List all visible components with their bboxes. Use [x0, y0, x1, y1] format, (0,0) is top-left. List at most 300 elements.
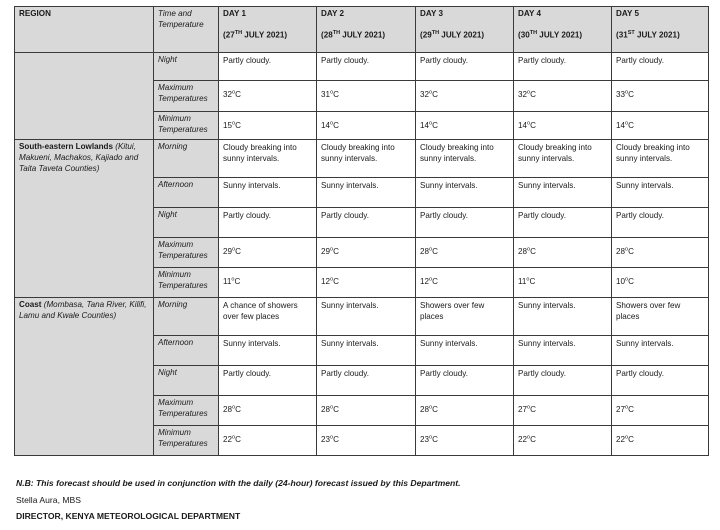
cell-text — [223, 180, 312, 192]
cell-text — [420, 398, 509, 416]
cell-text — [223, 55, 312, 67]
celsius-unit: C — [432, 90, 438, 99]
period-label: Morning — [154, 298, 219, 336]
temperature-cell — [317, 81, 416, 112]
degree-mark: o — [330, 246, 334, 253]
forecast-text: Partly cloudy. — [321, 56, 369, 65]
date-day-number: 29 — [422, 30, 432, 40]
date-month-year: JULY 2021 — [242, 30, 285, 40]
forecast-cell — [317, 140, 416, 178]
day-label: DAY 4 — [518, 9, 541, 18]
temperature-cell — [514, 112, 612, 140]
forecast-text: Sunny intervals. — [518, 301, 576, 310]
cell-text — [420, 55, 509, 67]
forecast-cell — [416, 53, 514, 81]
degree-mark: o — [232, 120, 236, 127]
cell-text — [616, 114, 704, 132]
degree-mark: o — [527, 89, 531, 96]
date-day-number: 31 — [618, 30, 628, 40]
cell-text — [616, 270, 704, 288]
forecast-cell — [612, 336, 709, 366]
temperature-value: 33 — [616, 90, 626, 99]
degree-mark: o — [429, 120, 433, 127]
degree-mark: o — [625, 276, 629, 283]
degree-mark: o — [527, 404, 531, 411]
cell-text — [223, 398, 312, 416]
cell-text — [223, 368, 312, 380]
celsius-unit: C — [530, 121, 536, 130]
forecast-text: Cloudy breaking into sunny intervals. — [321, 143, 395, 163]
temperature-cell — [219, 268, 317, 298]
degree-mark: o — [232, 434, 236, 441]
date-open-paren: ( — [518, 30, 521, 40]
cell-text — [420, 338, 509, 350]
temperature-cell — [612, 426, 709, 456]
forecast-text: Partly cloudy. — [420, 369, 468, 378]
cell-text — [616, 428, 704, 446]
cell-text — [518, 83, 607, 101]
temperature-cell — [317, 238, 416, 268]
cell-text — [518, 240, 607, 258]
celsius-unit: C — [530, 435, 536, 444]
forecast-text: Partly cloudy. — [616, 211, 664, 220]
cell-text — [223, 83, 312, 101]
date-month-year: JULY 2021 — [537, 30, 580, 40]
temperature-value: 32 — [223, 90, 233, 99]
cell-text — [420, 270, 509, 288]
period-label: Minimum Temperatures — [154, 426, 219, 456]
forecast-cell — [612, 53, 709, 81]
forecast-text: Sunny intervals. — [518, 181, 576, 190]
celsius-unit: C — [333, 121, 339, 130]
degree-mark: o — [429, 246, 433, 253]
temperature-cell — [219, 396, 317, 426]
forecast-cell — [416, 140, 514, 178]
temperature-value: 22 — [616, 435, 626, 444]
forecast-text: Sunny intervals. — [223, 339, 281, 348]
date-close-paren: ) — [382, 30, 386, 40]
temperature-value: 12 — [321, 277, 331, 286]
forecast-cell — [514, 336, 612, 366]
degree-mark: o — [330, 89, 334, 96]
degree-mark: o — [429, 276, 433, 283]
temperature-value: 14 — [420, 121, 430, 130]
celsius-unit: C — [333, 405, 339, 414]
temperature-value: 12 — [420, 277, 430, 286]
day-label: DAY 1 — [223, 9, 246, 18]
temperature-cell — [416, 268, 514, 298]
celsius-unit: C — [628, 247, 634, 256]
period-label: Night — [154, 53, 219, 81]
forecast-cell — [317, 178, 416, 208]
region-name: South-eastern Lowlands — [19, 142, 113, 151]
date-close-paren: ) — [481, 30, 485, 40]
temperature-cell — [416, 112, 514, 140]
day-header — [219, 7, 317, 53]
forecast-text: Sunny intervals. — [223, 181, 281, 190]
temperature-value: 28 — [518, 247, 528, 256]
celsius-unit: C — [432, 277, 438, 286]
celsius-unit: C — [235, 90, 241, 99]
degree-mark: o — [429, 434, 433, 441]
forecast-cell — [514, 53, 612, 81]
celsius-unit: C — [529, 277, 536, 286]
cell-text — [420, 300, 509, 323]
temperature-value: 29 — [223, 247, 233, 256]
day-label: DAY 3 — [420, 9, 443, 18]
celsius-unit: C — [432, 247, 438, 256]
cell-text — [420, 428, 509, 446]
day-header — [612, 7, 709, 53]
header-row — [15, 7, 709, 53]
cell-text — [420, 114, 509, 132]
period-label: Afternoon — [154, 336, 219, 366]
forecast-text: Sunny intervals. — [518, 339, 576, 348]
forecast-cell — [612, 366, 709, 396]
region-cell — [15, 140, 154, 298]
temperature-cell — [219, 112, 317, 140]
cell-text — [321, 142, 411, 165]
date-open-paren: ( — [223, 30, 226, 40]
period-label: Night — [154, 366, 219, 396]
celsius-unit: C — [432, 405, 438, 414]
cell-text — [616, 55, 704, 67]
temperature-value: 14 — [616, 121, 626, 130]
temperature-cell — [416, 238, 514, 268]
celsius-unit: C — [333, 277, 339, 286]
cell-text — [321, 300, 411, 312]
temperature-cell — [317, 396, 416, 426]
period-label: Minimum Temperatures — [154, 268, 219, 298]
forecast-cell — [219, 366, 317, 396]
degree-mark: o — [231, 276, 235, 283]
forecast-text: Partly cloudy. — [616, 56, 664, 65]
forecast-cell — [514, 178, 612, 208]
temperature-value: 31 — [321, 90, 331, 99]
degree-mark: o — [232, 404, 236, 411]
day-header — [317, 7, 416, 53]
cell-text — [321, 180, 411, 192]
period-label: Maximum Temperatures — [154, 238, 219, 268]
temperature-cell — [416, 426, 514, 456]
date-ordinal-suffix: TH — [529, 29, 538, 36]
cell-text — [420, 83, 509, 101]
temperature-value: 28 — [223, 405, 233, 414]
forecast-text: Sunny intervals. — [321, 339, 379, 348]
date-month-year: JULY 2021 — [340, 30, 383, 40]
temperature-cell — [514, 268, 612, 298]
celsius-unit: C — [628, 435, 634, 444]
forecast-text: Partly cloudy. — [518, 369, 566, 378]
forecast-text: Sunny intervals. — [420, 181, 478, 190]
cell-text — [518, 368, 607, 380]
degree-mark: o — [330, 404, 334, 411]
forecast-text: Cloudy breaking into sunny intervals. — [420, 143, 494, 163]
date-close-paren: ) — [677, 30, 680, 40]
forecast-cell — [219, 336, 317, 366]
cell-text — [223, 142, 312, 165]
celsius-unit: C — [628, 277, 634, 286]
cell-text — [420, 240, 509, 258]
temperature-value: 27 — [616, 405, 626, 414]
temperature-cell — [317, 426, 416, 456]
cell-text — [518, 142, 607, 165]
temperature-cell — [219, 238, 317, 268]
temperature-cell — [612, 396, 709, 426]
forecast-text: Sunny intervals. — [321, 181, 379, 190]
temperature-value: 28 — [616, 247, 626, 256]
temperature-cell — [612, 238, 709, 268]
temperature-cell — [612, 268, 709, 298]
forecast-cell — [514, 208, 612, 238]
date-close-paren: ) — [579, 30, 583, 40]
degree-mark: o — [625, 89, 629, 96]
date-day-number: 28 — [323, 30, 333, 40]
celsius-unit: C — [628, 90, 634, 99]
temperature-cell — [219, 81, 317, 112]
cell-text — [321, 83, 411, 101]
cell-text — [616, 83, 704, 101]
degree-mark: o — [625, 120, 629, 127]
degree-mark: o — [330, 434, 334, 441]
cell-text — [420, 180, 509, 192]
day-date — [616, 30, 704, 42]
cell-text — [518, 180, 607, 192]
temperature-value: 27 — [518, 405, 528, 414]
forecast-cell — [416, 208, 514, 238]
cell-text — [518, 210, 607, 222]
cell-text — [518, 338, 607, 350]
period-label: Afternoon — [154, 178, 219, 208]
region-header: REGION — [15, 7, 154, 53]
cell-text — [223, 114, 312, 132]
temperature-value: 11 — [223, 277, 232, 286]
celsius-unit: C — [628, 121, 634, 130]
forecast-text: Partly cloudy. — [321, 211, 369, 220]
forecast-cell — [317, 298, 416, 336]
temperature-value: 22 — [518, 435, 528, 444]
region-counties: (Mombasa, Tana River, Kilifi, Lamu and Kwale Counties) — [19, 300, 147, 320]
time-temp-header: Time and Temperature — [154, 7, 219, 53]
celsius-unit: C — [235, 405, 241, 414]
date-month-year: JULY 2021 — [439, 30, 482, 40]
cell-text — [223, 338, 312, 350]
forecast-text: Partly cloudy. — [518, 211, 566, 220]
temperature-value: 10 — [616, 277, 626, 286]
degree-mark: o — [527, 120, 531, 127]
forecast-cell — [514, 298, 612, 336]
forecast-text: Showers over few places — [420, 301, 485, 321]
cell-text — [616, 210, 704, 222]
forecast-cell — [219, 178, 317, 208]
temperature-cell — [514, 238, 612, 268]
temperature-cell — [219, 426, 317, 456]
period-label: Maximum Temperatures — [154, 81, 219, 112]
date-day-number: 27 — [225, 30, 235, 40]
date-open-paren: ( — [616, 30, 619, 40]
celsius-unit: C — [333, 90, 339, 99]
degree-mark: o — [625, 246, 629, 253]
cell-text — [420, 142, 509, 165]
cell-text — [616, 398, 704, 416]
forecast-cell — [317, 336, 416, 366]
cell-text — [518, 270, 607, 288]
cell-text — [518, 55, 607, 67]
forecast-cell — [219, 208, 317, 238]
table-row — [15, 298, 709, 336]
table-row — [15, 53, 709, 81]
cell-text — [321, 270, 411, 288]
forecast-text: Partly cloudy. — [223, 369, 271, 378]
date-close-paren: ) — [284, 30, 288, 40]
region-name: Coast — [19, 300, 42, 309]
temperature-value: 15 — [223, 121, 233, 130]
forecast-text: Sunny intervals. — [420, 339, 478, 348]
cell-text — [223, 210, 312, 222]
forecast-cell — [317, 366, 416, 396]
degree-mark: o — [526, 276, 530, 283]
temperature-cell — [317, 268, 416, 298]
cell-text — [518, 114, 607, 132]
period-label: Night — [154, 208, 219, 238]
celsius-unit: C — [235, 435, 241, 444]
forecast-cell — [219, 53, 317, 81]
celsius-unit: C — [235, 121, 241, 130]
cell-text — [616, 338, 704, 350]
temperature-value: 11 — [518, 277, 527, 286]
degree-mark: o — [429, 89, 433, 96]
forecast-text: Partly cloudy. — [420, 211, 468, 220]
cell-text — [616, 142, 704, 165]
celsius-unit: C — [234, 277, 241, 286]
signatory-title: DIRECTOR, KENYA METEOROLOGICAL DEPARTMENT — [16, 511, 241, 521]
degree-mark: o — [330, 120, 334, 127]
cell-text — [223, 428, 312, 446]
cell-text — [616, 180, 704, 192]
temperature-cell — [416, 81, 514, 112]
date-open-paren: ( — [321, 30, 324, 40]
forecast-cell — [416, 336, 514, 366]
temperature-value: 29 — [321, 247, 331, 256]
cell-text — [223, 300, 312, 323]
cell-text — [518, 398, 607, 416]
celsius-unit: C — [530, 90, 536, 99]
celsius-unit: C — [333, 247, 339, 256]
cell-text — [321, 398, 411, 416]
forecast-cell — [612, 208, 709, 238]
cell-text — [321, 114, 411, 132]
cell-text — [321, 240, 411, 258]
day-date — [321, 30, 411, 42]
celsius-unit: C — [628, 405, 634, 414]
temperature-cell — [317, 112, 416, 140]
day-label: DAY 2 — [321, 9, 344, 18]
temperature-cell — [514, 426, 612, 456]
cell-text — [518, 428, 607, 446]
temperature-cell — [416, 396, 514, 426]
celsius-unit: C — [530, 247, 536, 256]
cell-text — [518, 300, 607, 312]
temperature-cell — [612, 81, 709, 112]
day-date — [223, 30, 312, 42]
date-open-paren: ( — [420, 30, 423, 40]
cell-text — [321, 338, 411, 350]
cell-text — [616, 240, 704, 258]
cell-text — [223, 240, 312, 258]
temperature-value: 28 — [420, 405, 430, 414]
degree-mark: o — [625, 404, 629, 411]
day-header — [514, 7, 612, 53]
temperature-value: 23 — [420, 435, 430, 444]
forecast-text: Partly cloudy. — [420, 56, 468, 65]
region-cell — [15, 298, 154, 456]
forecast-text: Partly cloudy. — [321, 369, 369, 378]
cell-text — [223, 270, 312, 288]
forecast-text: Partly cloudy. — [616, 369, 664, 378]
cell-text — [616, 300, 704, 323]
temperature-value: 32 — [420, 90, 430, 99]
forecast-text: Showers over few places — [616, 301, 681, 321]
date-day-number: 30 — [520, 30, 530, 40]
forecast-cell — [514, 366, 612, 396]
degree-mark: o — [527, 246, 531, 253]
day-header — [416, 7, 514, 53]
forecast-text: Sunny intervals. — [616, 339, 674, 348]
degree-mark: o — [527, 434, 531, 441]
celsius-unit: C — [432, 435, 438, 444]
nb-note: N.B: This forecast should be used in conjunction with the daily (24-hour) forecast issued by this Department. — [16, 478, 461, 488]
forecast-cell — [612, 178, 709, 208]
cell-text — [616, 368, 704, 380]
period-label: Maximum Temperatures — [154, 396, 219, 426]
temperature-value: 14 — [321, 121, 331, 130]
forecast-text: Partly cloudy. — [518, 56, 566, 65]
celsius-unit: C — [432, 121, 438, 130]
temperature-value: 28 — [420, 247, 430, 256]
cell-text — [321, 55, 411, 67]
temperature-value: 23 — [321, 435, 331, 444]
forecast-cell — [612, 298, 709, 336]
cell-text — [321, 210, 411, 222]
cell-text — [321, 368, 411, 380]
cell-text — [420, 210, 509, 222]
region-cell — [15, 53, 154, 140]
date-ordinal-suffix: TH — [234, 29, 243, 36]
forecast-cell — [416, 366, 514, 396]
degree-mark: o — [330, 276, 334, 283]
forecast-text: Cloudy breaking into sunny intervals. — [518, 143, 592, 163]
date-ordinal-suffix: ST — [627, 29, 635, 36]
day-date — [518, 30, 607, 42]
temperature-cell — [514, 81, 612, 112]
forecast-cell — [317, 208, 416, 238]
celsius-unit: C — [333, 435, 339, 444]
forecast-cell — [514, 140, 612, 178]
day-label: DAY 5 — [616, 9, 639, 18]
forecast-text: Sunny intervals. — [321, 301, 379, 310]
forecast-text: Cloudy breaking into sunny intervals. — [223, 143, 297, 163]
forecast-table — [14, 6, 709, 456]
region-counties: (Kitui, Makueni, Machakos, Kajiado and Taita Taveta Counties) — [19, 142, 139, 173]
cell-text — [321, 428, 411, 446]
celsius-unit: C — [530, 405, 536, 414]
forecast-text: Partly cloudy. — [223, 211, 271, 220]
date-month-year: JULY 2021 — [634, 30, 678, 40]
forecast-cell — [219, 140, 317, 178]
degree-mark: o — [429, 404, 433, 411]
cell-text — [420, 368, 509, 380]
degree-mark: o — [625, 434, 629, 441]
